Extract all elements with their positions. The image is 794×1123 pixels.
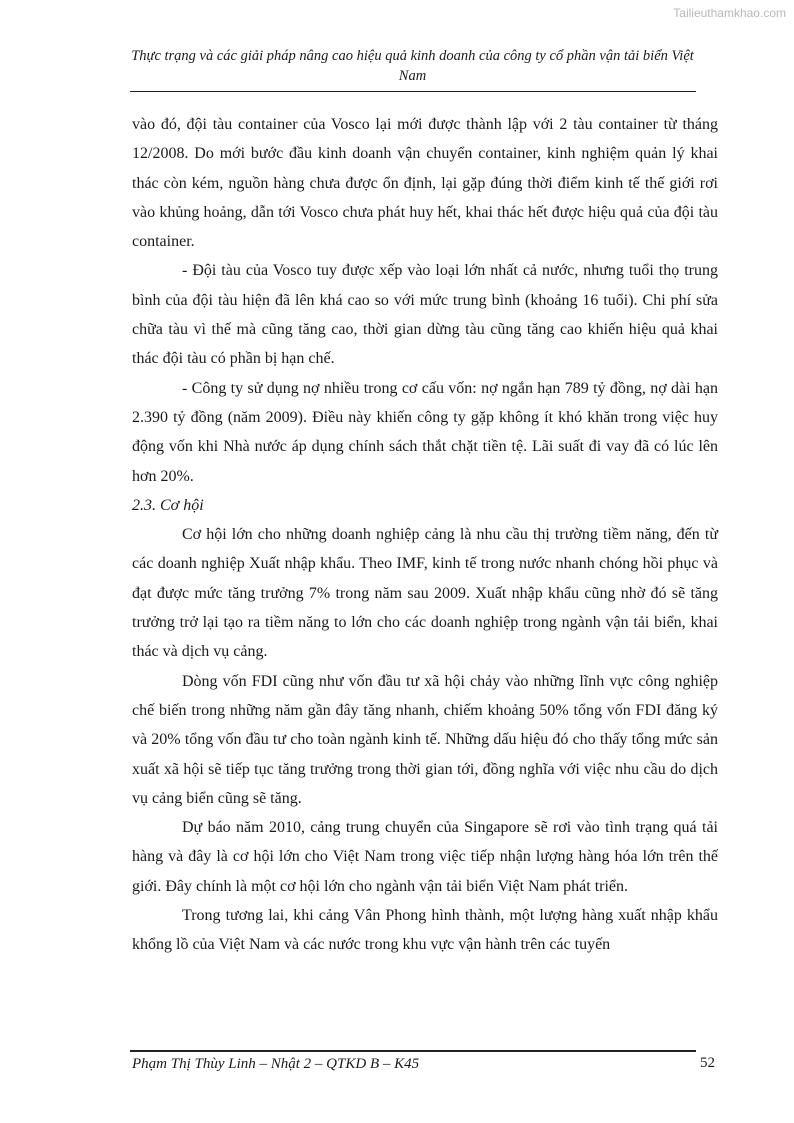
paragraph-fleet-age: - Đội tàu của Vosco tuy được xếp vào loại lớn nhất cả nước, nhưng tuổi thọ trung bình của đội tàu hiện đã lên khá cao so với mức trung bình (khoảng 16 tuổi). Chi phí sửa chữa tàu vì thế mà cũng tăng cao, thời gian dừng tàu cũng tăng cao khiến hiệu quả khai thác đội tàu có phần bị hạn chế. [132,262,718,368]
footer-author: Phạm Thị Thùy Linh – Nhật 2 – QTKD B – K45 [132,1056,420,1072]
watermark: Tailieuthamkhao.com [673,6,786,20]
paragraph-van-phong: Trong tương lai, khi cảng Vân Phong hình thành, một lượng hàng xuất nhập khẩu khổng lồ của Việt Nam và các nước trong khu vực vận hành trên các tuyến [132,907,718,954]
page-number: 52 [700,1055,715,1071]
running-header: Thực trạng và các giải pháp nâng cao hiệu quả kinh doanh của công ty cổ phần vận tải biển Việt Nam [131,48,694,84]
paragraph-debt: - Công ty sử dụng nợ nhiều trong cơ cấu vốn: nợ ngắn hạn 789 tỷ đồng, nợ dài hạn 2.390 tỷ đồng (năm 2009). Điều này khiến công ty gặp không ít khó khăn trong việc huy động vốn khi Nhà nước áp dụng chính sách thắt chặt tiền tệ. Lãi suất đi vay đã có lúc lên hơn 20%. [132,379,718,485]
section-heading-opportunities: 2.3. Cơ hội [132,496,204,514]
paragraph-port-demand: Cơ hội lớn cho những doanh nghiệp cảng là nhu cầu thị trường tiềm năng, đến từ các doanh nghiệp Xuất nhập khẩu. Theo IMF, kinh tế trong nước nhanh chóng hồi phục và đạt được mức tăng trưởng 7% trong năm sau 2009. Xuất nhập khẩu cũng nhờ đó sẽ tăng trưởng trở lại tạo ra tiềm năng to lớn cho các doanh nghiệp trong ngành vận tải biển, khai thác và dịch vụ cảng. [132,526,718,661]
footer-divider [130,1050,696,1052]
header-divider [130,91,696,92]
paragraph-continuation: vào đó, đội tàu container của Vosco lại mới được thành lập với 2 tàu container từ tháng 12/2008. Do mới bước đầu kinh doanh vận chuyển container, kinh nghiệm quản lý khai thác còn kém, nguồn hàng chưa được ổn định, lại gặp đúng thời điểm kinh tế thế giới rơi vào khủng hoảng, dẫn tới Vosco chưa phát huy hết, khai thác hết được hiệu quả của đội tàu container. [132,116,718,251]
page-body [132,110,718,960]
paragraph-singapore: Dự báo năm 2010, cảng trung chuyển của Singapore sẽ rơi vào tình trạng quá tải hàng và đây là cơ hội lớn cho Việt Nam trong việc tiếp nhận lượng hàng hóa lớn trên thế giới. Đây chính là một cơ hội lớn cho ngành vận tải biển Việt Nam phát triển. [132,819,718,895]
paragraph-fdi: Dòng vốn FDI cũng như vốn đầu tư xã hội chảy vào những lĩnh vực công nghiệp chế biến trong những năm gần đây tăng nhanh, chiếm khoảng 50% tổng vốn FDI đăng ký và 20% tổng vốn đầu tư cho toàn ngành kinh tế. Những dấu hiệu đó cho thấy tổng mức sản xuất xã hội sẽ tiếp tục tăng trưởng trong thời gian tới, đồng nghĩa với việc nhu cầu do dịch vụ cảng biển cũng sẽ tăng. [132,672,718,807]
